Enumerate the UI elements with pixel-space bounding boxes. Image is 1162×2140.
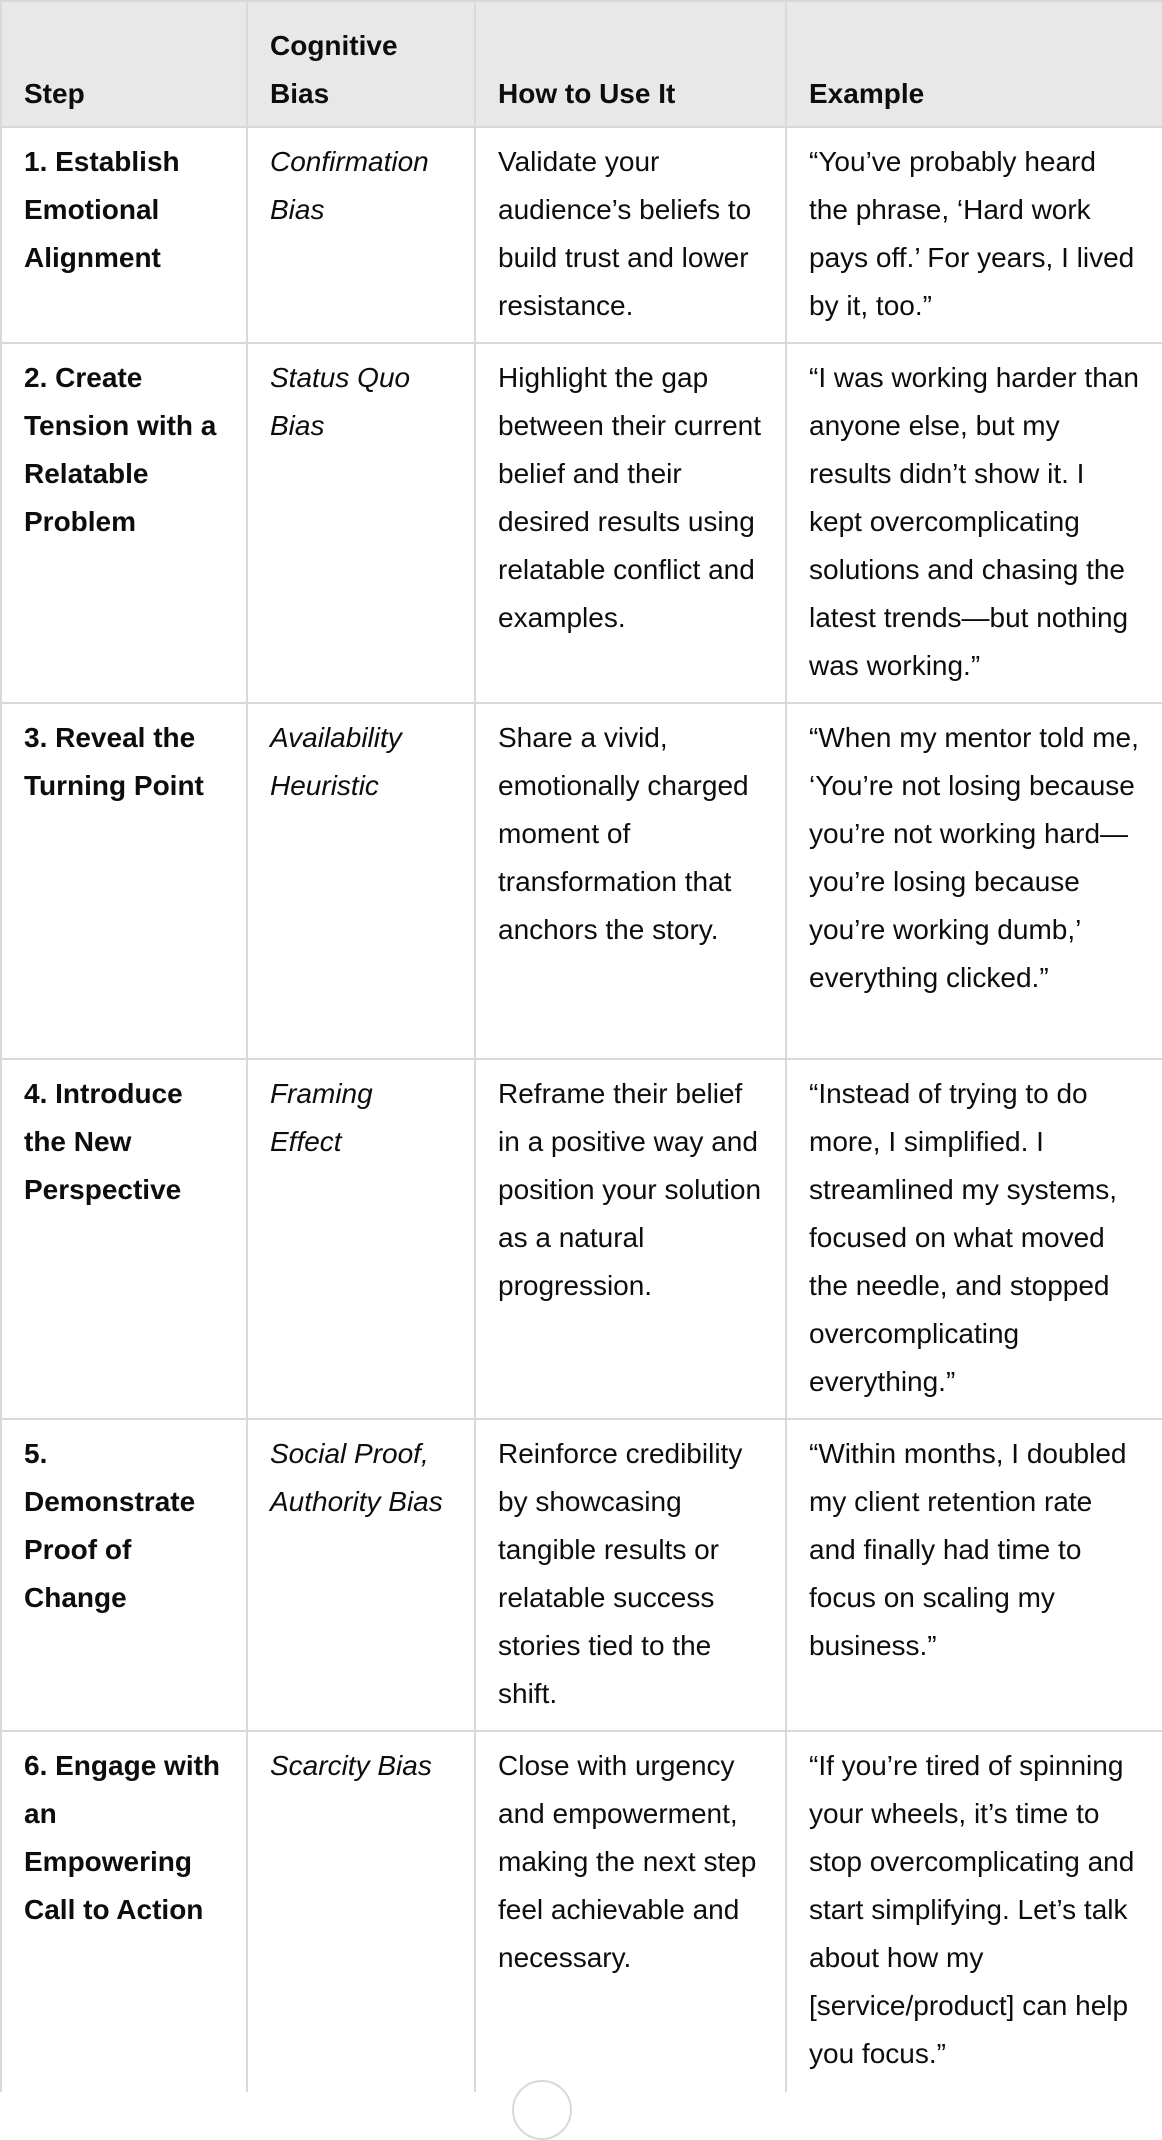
- bias-cell: Confirmation Bias: [247, 127, 475, 343]
- how-cell: Reframe their belief in a positive way and position your solution as a natural progression.: [475, 1059, 786, 1419]
- header-step: Step: [1, 1, 247, 127]
- how-cell: Reinforce credibility by showcasing tangible results or relatable success stories tied to the shift.: [475, 1419, 786, 1731]
- table-row: [1, 703, 1162, 1059]
- example-cell: “Within months, I doubled my client retention rate and finally had time to focus on scaling my business.”: [786, 1419, 1162, 1731]
- header-how-to-use: How to Use It: [475, 1, 786, 127]
- example-cell: “I was working harder than anyone else, but my results didn’t show it. I kept overcomplicating solutions and chasing the latest trends—but nothing was working.”: [786, 343, 1162, 703]
- bias-cell: Scarcity Bias: [247, 1731, 475, 2092]
- bias-cell: Framing Effect: [247, 1059, 475, 1419]
- step-cell: 2. Create Tension with a Relatable Problem: [1, 343, 247, 703]
- table-row: [1, 127, 1162, 343]
- table-header-row: [1, 1, 1162, 127]
- example-cell: “When my mentor told me, ‘You’re not losing because you’re not working hard—you’re losing because you’re working dumb,’ everything clicked.”: [786, 703, 1162, 1059]
- step-cell: 3. Reveal the Turning Point: [1, 703, 247, 1059]
- header-cognitive-bias: Cognitive Bias: [247, 1, 475, 127]
- step-cell: 5. Demonstrate Proof of Change: [1, 1419, 247, 1731]
- step-cell: 1. Establish Emotional Alignment: [1, 127, 247, 343]
- step-cell: 4. Introduce the New Perspective: [1, 1059, 247, 1419]
- how-cell: Share a vivid, emotionally charged moment of transformation that anchors the story.: [475, 703, 786, 1059]
- table-row: [1, 1419, 1162, 1731]
- step-cell: 6. Engage with an Empowering Call to Action: [1, 1731, 247, 2092]
- bias-cell: Social Proof, Authority Bias: [247, 1419, 475, 1731]
- example-cell: “If you’re tired of spinning your wheels, it’s time to stop overcomplicating and start simplifying. Let’s talk about how my [service/product] can help you focus.”: [786, 1731, 1162, 2092]
- example-cell: “You’ve probably heard the phrase, ‘Hard work pays off.’ For years, I lived by it, too.”: [786, 127, 1162, 343]
- scroll-down-button[interactable]: [512, 2080, 572, 2140]
- bias-cell: Status Quo Bias: [247, 343, 475, 703]
- table-row: [1, 343, 1162, 703]
- how-cell: Highlight the gap between their current belief and their desired results using relatable conflict and examples.: [475, 343, 786, 703]
- how-cell: Close with urgency and empowerment, making the next step feel achievable and necessary.: [475, 1731, 786, 2092]
- example-cell: “Instead of trying to do more, I simplified. I streamlined my systems, focused on what moved the needle, and stopped overcomplicating everything.”: [786, 1059, 1162, 1419]
- table-row: [1, 1731, 1162, 2092]
- how-cell: Validate your audience’s beliefs to build trust and lower resistance.: [475, 127, 786, 343]
- header-example: Example: [786, 1, 1162, 127]
- table-row: [1, 1059, 1162, 1419]
- bias-cell: Availability Heuristic: [247, 703, 475, 1059]
